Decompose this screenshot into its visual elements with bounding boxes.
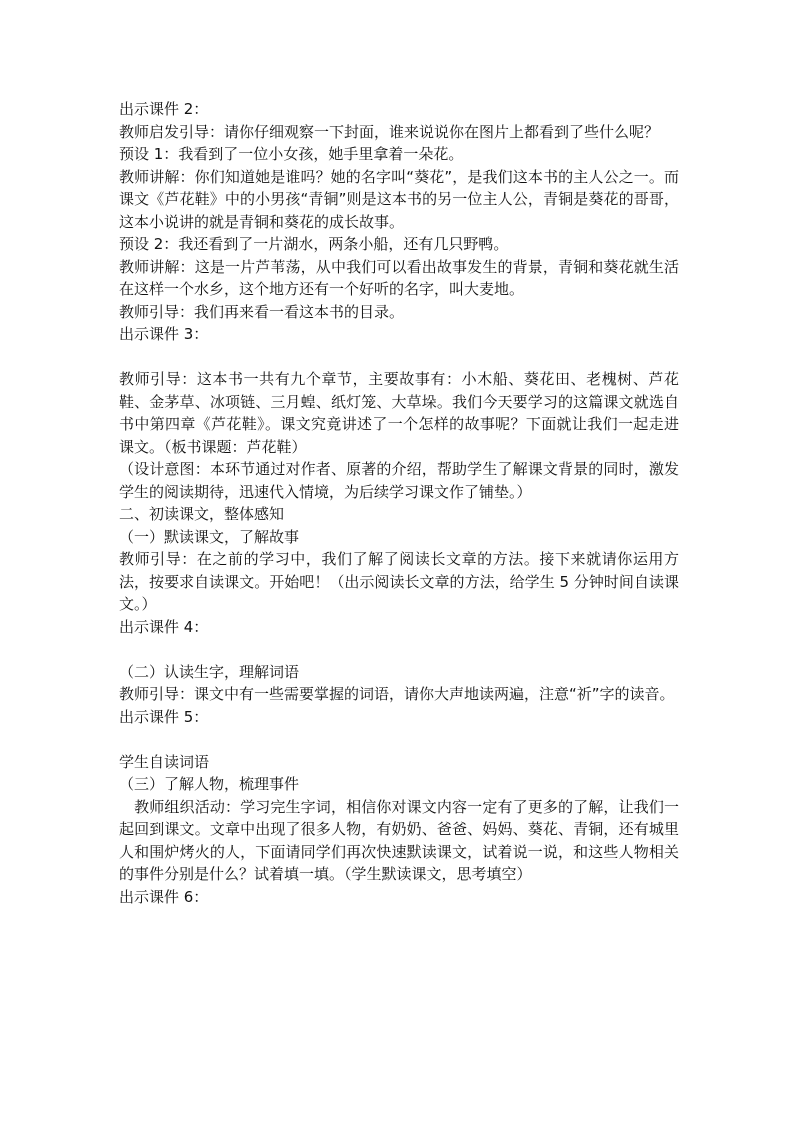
blank-line — [119, 728, 679, 751]
paragraph-preset-2: 预设 2：我还看到了一片湖水，两条小船，还有几只野鸭。 — [119, 235, 509, 253]
paragraph-design-intent: （设计意图：本环节通过对作者、原著的介绍，帮助学生了解课文背景的同时，激发学生的阅读期待，迅速代入情境，为后续学习课文作了铺垫。） — [119, 460, 679, 501]
paragraph-courseware-6: 出示课件 6： — [119, 887, 209, 906]
paragraph-teacher-guide-method: 教师引导：在之前的学习中，我们了解了阅读长文章的方法。接下来就请你运用方法，按要求自读课文。开始吧！（出示阅读长文章的方法，给学生 5 分钟时间自读课文。） — [119, 550, 679, 613]
paragraph-preset-1: 预设 1：我看到了一位小女孩，她手里拿着一朵花。 — [119, 145, 464, 163]
subsection-heading-characters: （三）了解人物，梳理事件 — [119, 775, 300, 793]
paragraph-teacher-activity: 教师组织活动：学习完生字词，相信你对课文内容一定有了更多的了解，让我们一起回到课文。文章中出现了很多人物，有奶奶、爸爸、妈妈、葵花、青铜，还有城里人和围炉烤火的人，下面请同学们再次快速默读课文，试着说一说，和这些人物相关的事件分别是什么？试着填一填。（学生默读课文，思考填空） — [119, 797, 679, 883]
paragraph-teacher-guide-cover: 教师启发引导：请你仔细观察一下封面，谁来说说你在图片上都看到了些什么呢？ — [119, 122, 660, 141]
blank-line — [119, 346, 679, 369]
paragraph-courseware-3: 出示课件 3： — [119, 325, 209, 343]
paragraph-teacher-explain-reeds: 教师讲解：这是一片芦苇荡，从中我们可以看出故事发生的背景，青铜和葵花就生活在这样一个水乡，这个地方还有一个好听的名字，叫大麦地。 — [119, 257, 679, 298]
blank-line — [119, 638, 679, 661]
subsection-heading-vocabulary: （二）认读生字，理解词语 — [119, 662, 300, 681]
paragraph-teacher-explain-kuihua: 教师讲解：你们知道她是谁吗？她的名字叫“葵花”，是我们这本书的主人公之一。而课文《芦花鞋》中的小男孩“青铜”则是这本书的另一位主人公，青铜是葵花的哥哥，这本小说讲的就是青铜和葵花的成长故事。 — [119, 167, 679, 231]
paragraph-courseware-2: 出示课件 2： — [119, 100, 209, 118]
section-heading-first-reading: 二、初读课文，整体感知 — [119, 505, 285, 523]
paragraph-students-read-words: 学生自读词语 — [119, 752, 210, 771]
paragraph-courseware-5: 出示课件 5： — [119, 707, 209, 726]
paragraph-courseware-4: 出示课件 4： — [119, 617, 209, 636]
paragraph-teacher-guide-words: 教师引导：课文中有一些需要掌握的词语，请你大声地读两遍，注意“祈”字的读音。 — [119, 685, 675, 703]
paragraph-teacher-guide-contents: 教师引导：我们再来看一看这本书的目录。 — [119, 302, 405, 321]
subsection-heading-silent-reading: （一）默读课文，了解故事 — [119, 527, 300, 546]
document-body — [119, 98, 679, 908]
paragraph-teacher-guide-chapters: 教师引导：这本书一共有九个章节，主要故事有：小木船、葵花田、老槐树、芦花鞋、金茅草、冰项链、三月蝗、纸灯笼、大草垛。我们今天要学习的这篇课文就选自书中第四章《芦花鞋》。课文究竟讲述了一个怎样的故事呢？下面就让我们一起走进课文。（板书课题：芦花鞋） — [119, 370, 679, 456]
